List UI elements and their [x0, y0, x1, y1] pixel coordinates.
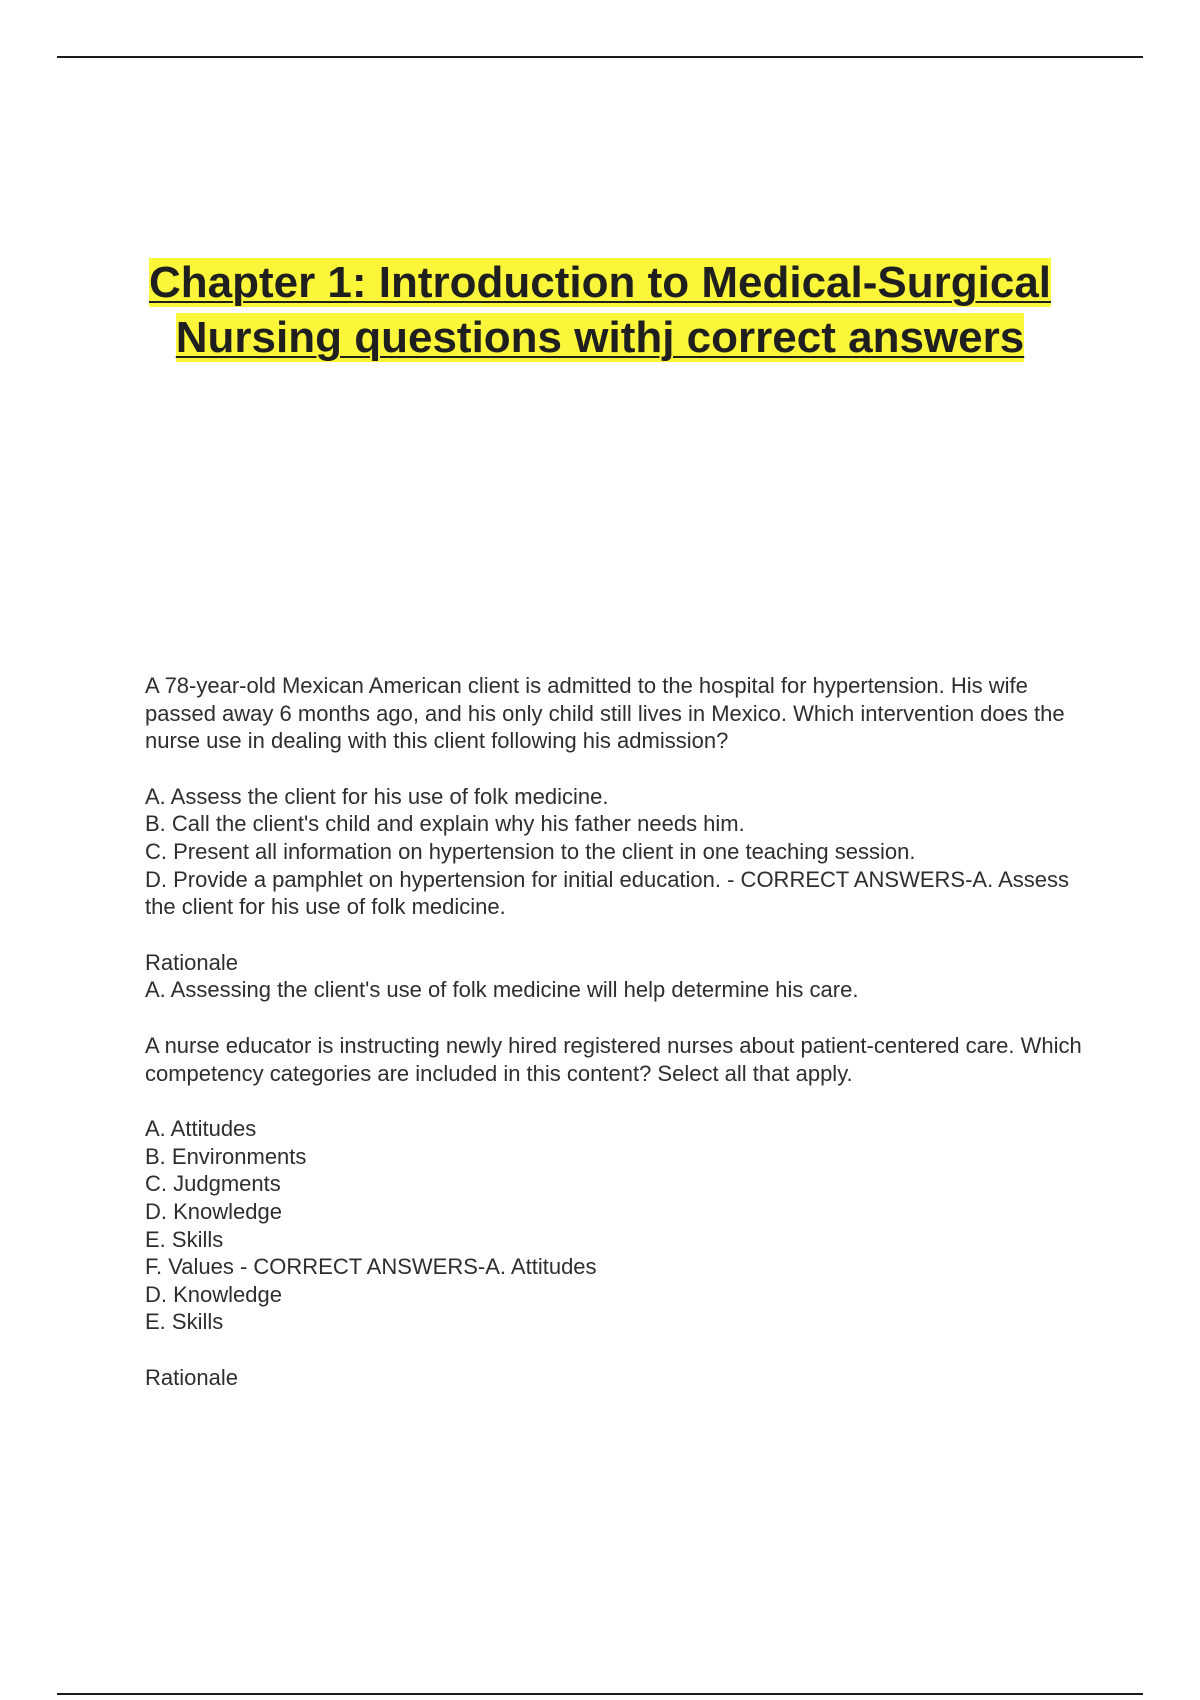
- question-2-answer-e: E. Skills: [145, 1309, 224, 1335]
- document-title: [100, 255, 1100, 365]
- document-body: [145, 672, 1085, 1391]
- question-1-option-c: C. Present all information on hypertension to the client in one teaching session.: [145, 838, 916, 864]
- question-1-rationale-label: Rationale: [145, 949, 238, 975]
- question-2-option-f-answer: F. Values - CORRECT ANSWERS-A. Attitudes: [145, 1254, 597, 1280]
- question-2-rationale-label: Rationale: [145, 1364, 238, 1390]
- question-2-option-b: B. Environments: [145, 1143, 307, 1169]
- question-2-option-a: A. Attitudes: [145, 1116, 257, 1142]
- question-1-option-d-answer: D. Provide a pamphlet on hypertension for initial education. - CORRECT ANSWERS-A. Assess the client for his use of folk medicine.: [145, 866, 1069, 920]
- question-2-option-c: C. Judgments: [145, 1171, 281, 1197]
- question-2-stem: A nurse educator is instructing newly hired registered nurses about patient-centered care. Which competency categories are included in this content? Select all that apply.: [145, 1032, 1082, 1086]
- document-title-text: Chapter 1: Introduction to Medical-Surgical Nursing questions withj correct answers: [148, 258, 1052, 362]
- question-2-answer-d: D. Knowledge: [145, 1281, 282, 1307]
- question-2-option-e: E. Skills: [145, 1226, 224, 1252]
- question-1-stem: A 78-year-old Mexican American client is admitted to the hospital for hypertension. His wife passed away 6 months ago, and his only child still lives in Mexico. Which intervention does the nurse use in dealing with this client following his admission?: [145, 673, 1065, 754]
- question-1-rationale-text: A. Assessing the client's use of folk medicine will help determine his care.: [145, 977, 859, 1003]
- question-2-option-d: D. Knowledge: [145, 1198, 282, 1224]
- top-rule: [57, 56, 1143, 58]
- question-1-option-b: B. Call the client's child and explain why his father needs him.: [145, 811, 745, 837]
- bottom-rule: [57, 1693, 1143, 1695]
- question-1-option-a: A. Assess the client for his use of folk medicine.: [145, 783, 609, 809]
